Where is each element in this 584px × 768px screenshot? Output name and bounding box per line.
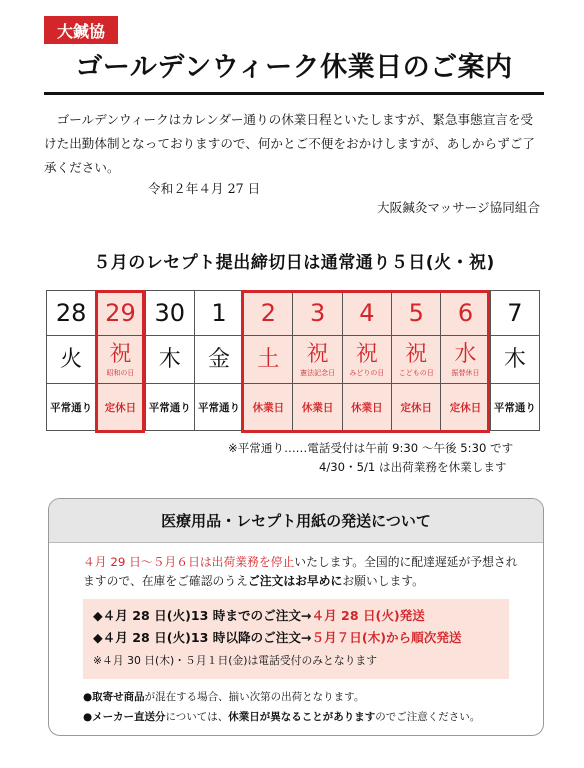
order-schedule-box xyxy=(83,599,509,679)
calendar-date: 7 xyxy=(490,291,539,336)
calendar-date: 5 xyxy=(392,291,441,336)
calendar-status: 平常通り xyxy=(47,384,96,431)
holiday-name: こどもの日 xyxy=(398,368,434,377)
calendar-status: 休業日 xyxy=(293,384,342,431)
calendar-date: 1 xyxy=(194,291,243,336)
calendar-status: 休業日 xyxy=(244,384,293,431)
direct-ship-note xyxy=(83,709,480,724)
order-condition: ◆４月 28 日(火)13 時以降のご注文→ xyxy=(93,630,312,645)
weekday-label: 祝 xyxy=(109,341,132,367)
calendar-weekday xyxy=(47,336,96,384)
holiday-name: みどりの日 xyxy=(349,368,385,377)
panel-text: お願いします。 xyxy=(342,574,424,588)
note-text: が混在する場合、揃い次第の出荷となります。 xyxy=(144,691,365,703)
calendar-status: 定休日 xyxy=(392,384,441,431)
calendar-date: 2 xyxy=(244,291,293,336)
order-condition: ◆４月 28 日(火)13 時までのご注文→ xyxy=(93,608,312,623)
order-line xyxy=(93,605,425,624)
calendar-status: 平常通り xyxy=(145,384,194,431)
shipping-stop-period: ４月 29 日～５月６日は出荷業務を停止 xyxy=(83,555,295,569)
org-badge: 大鍼協 xyxy=(44,16,118,44)
panel-paragraph xyxy=(83,553,523,591)
holiday-name: 昭和の日 xyxy=(106,368,135,377)
note-lead: ●メーカー直送分 xyxy=(83,711,166,723)
weekday-label: 火 xyxy=(60,346,83,372)
phone-hours-note: ※平常通り……電話受付は午前 9:30 ～午後 5:30 です xyxy=(228,441,514,455)
calendar-date: 29 xyxy=(96,291,145,336)
holiday-highlight-frame xyxy=(241,290,490,433)
weekday-label: 水 xyxy=(454,341,477,367)
calendar-date: 28 xyxy=(47,291,96,336)
calendar-date: 30 xyxy=(145,291,194,336)
weekday-label: 木 xyxy=(158,346,181,372)
organization-name: 大阪鍼灸マッサージ協同組合 xyxy=(377,200,540,215)
order-early-text: ご注文はお早めに xyxy=(247,574,343,588)
panel-text: いたします。全国的に配達遅延が予想されますので、在庫をご確認のうえ xyxy=(83,555,518,588)
calendar-date: 3 xyxy=(293,291,342,336)
calendar-weekday xyxy=(490,336,539,384)
weekday-label: 祝 xyxy=(306,341,329,367)
note-lead: ●取寄せ商品 xyxy=(83,691,145,703)
note-text: については、 xyxy=(165,711,229,723)
weekday-label: 木 xyxy=(503,346,526,372)
page-title: ゴールデンウィーク休業日のご案内 xyxy=(75,52,513,83)
calendar-status: 定休日 xyxy=(441,384,490,431)
weekday-label: 金 xyxy=(208,346,231,372)
holiday-name: 憲法記念日 xyxy=(300,368,336,377)
calendar-status: 定休日 xyxy=(96,384,145,431)
ship-date: ４月 28 日(火)発送 xyxy=(311,608,425,623)
calendar-weekday xyxy=(145,336,194,384)
note-emphasis: 休業日が異なることがあります xyxy=(228,711,376,723)
note-text: のでご注意ください。 xyxy=(375,711,481,723)
receipt-deadline-heading: ５月のレセプト提出締切日は通常通り５日(火・祝) xyxy=(93,253,495,273)
backorder-note xyxy=(83,689,364,704)
weekday-label: 祝 xyxy=(405,341,428,367)
weekday-label: 祝 xyxy=(355,341,378,367)
calendar-date: 6 xyxy=(441,291,490,336)
title-divider xyxy=(44,92,544,95)
calendar-status: 休業日 xyxy=(342,384,391,431)
holiday-name: 振替休日 xyxy=(451,368,480,377)
intro-paragraph: ゴールデンウィークはカレンダー通りの休業日程といたしますが、緊急事態宣言を受けた出勤体制となっておりますので、何かとご不便をおかけしますが、あしからずご了承ください。 xyxy=(44,112,535,175)
panel-title: 医療用品・レセプト用紙の発送について xyxy=(49,499,543,543)
ship-date: ５月７日(木)から順次発送 xyxy=(311,630,462,645)
calendar-date: 4 xyxy=(342,291,391,336)
shipping-closed-note: 4/30・5/1 は出荷業務を休業します xyxy=(319,460,507,474)
order-line xyxy=(93,627,462,646)
calendar-weekday xyxy=(194,336,243,384)
notice-date: 令和２年４月 27 日 xyxy=(148,181,261,196)
shipping-info-panel xyxy=(48,498,544,736)
weekday-label: 土 xyxy=(257,346,280,372)
holiday-highlight-frame xyxy=(95,290,145,433)
calendar-status: 平常通り xyxy=(490,384,539,431)
phone-only-note: ※４月 30 日(木)・５月１日(金)は電話受付のみとなります xyxy=(93,654,378,667)
calendar-status: 平常通り xyxy=(194,384,243,431)
